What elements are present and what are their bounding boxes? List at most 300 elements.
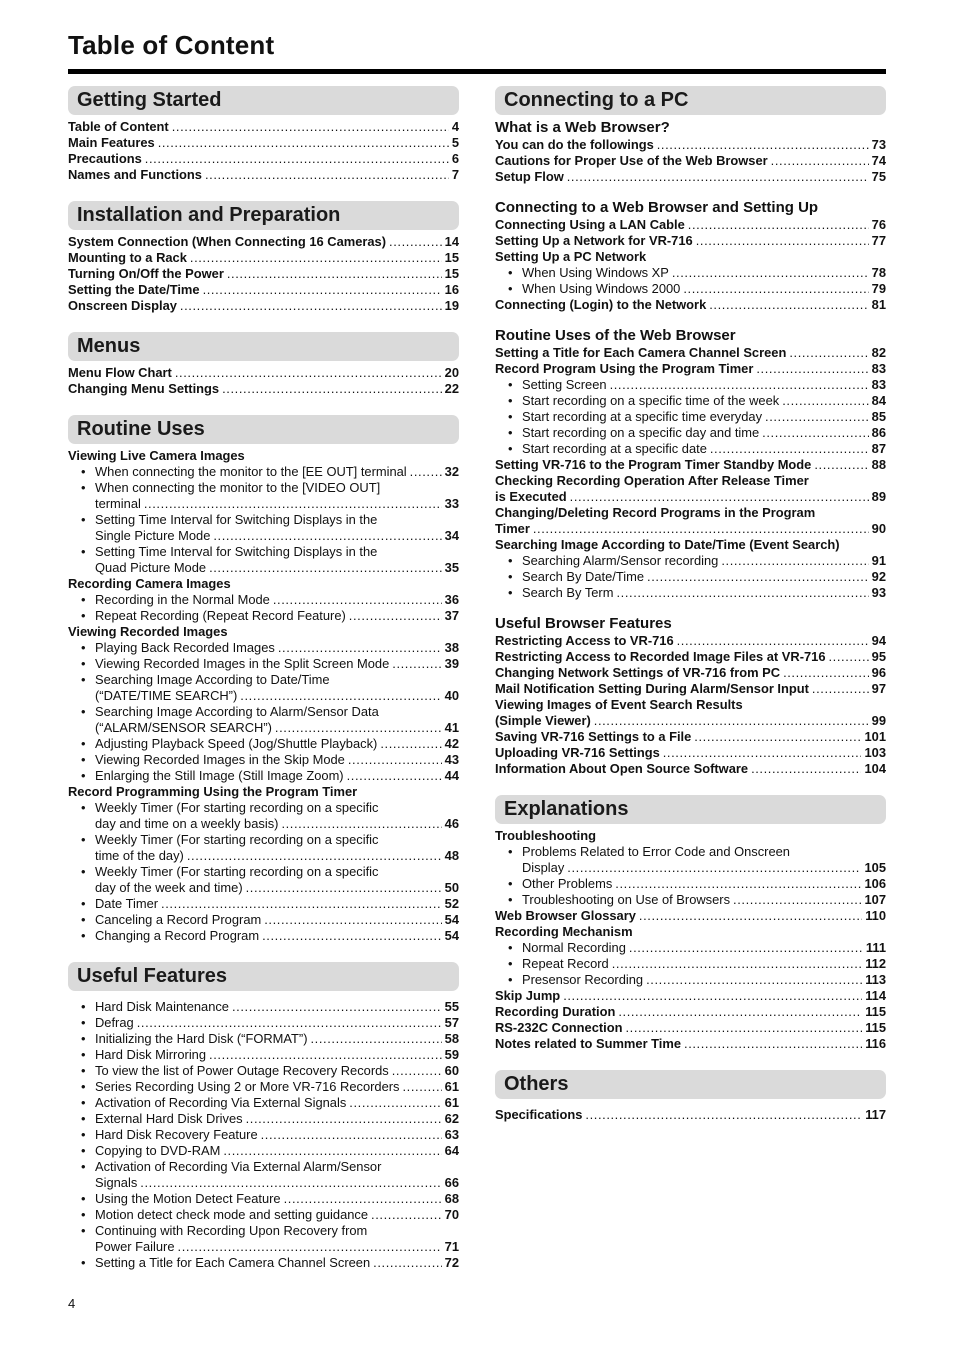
page-ref: 42 (444, 736, 459, 751)
toc-entry[interactable] (495, 908, 886, 924)
toc-entry[interactable] (495, 281, 886, 297)
toc-entry[interactable] (68, 768, 459, 784)
spacer (68, 397, 459, 415)
entry-label: • Viewing Recorded Images in the Skip Mode (81, 752, 345, 768)
page-ref: 89 (871, 489, 886, 504)
entry-label: • Activation of Recording Via External Signals (81, 1095, 346, 1111)
section-others (495, 1070, 886, 1123)
entry-label: • Setting Screen (508, 377, 607, 393)
toc-entry[interactable] (495, 217, 886, 233)
toc-entry[interactable] (495, 457, 886, 473)
page-ref: 88 (871, 457, 886, 472)
dot-leader (209, 1047, 442, 1063)
dot-leader (190, 250, 442, 266)
entry-label: Setting Up a Network for VR-716 (495, 233, 693, 248)
toc-entry[interactable] (68, 896, 459, 912)
page-ref: 7 (451, 167, 459, 182)
dot-leader (710, 441, 869, 457)
title-rule (68, 69, 886, 74)
page-ref: 113 (865, 972, 886, 987)
dot-leader (570, 489, 869, 505)
page-ref: 87 (871, 441, 886, 456)
toc-entry[interactable] (68, 1143, 459, 1159)
toc-entry[interactable] (495, 649, 886, 665)
page-ref: 58 (444, 1031, 459, 1046)
toc-entry[interactable] (495, 1036, 886, 1052)
entry-label: • Repeat Record (508, 956, 609, 972)
toc-entry[interactable] (495, 137, 886, 153)
toc-entry[interactable] (495, 361, 886, 377)
page-ref: 54 (444, 928, 459, 943)
entry-label: Restricting Access to Recorded Image Files at VR-716 (495, 649, 826, 664)
entry-label: • Troubleshooting on Use of Browsers (508, 892, 730, 908)
spacer (495, 601, 886, 615)
toc-entry[interactable] (495, 409, 886, 425)
dot-leader (688, 217, 869, 233)
toc-entry-line[interactable]: • Continuing with Recording Upon Recovery from (68, 1223, 459, 1239)
toc-entry[interactable] (68, 752, 459, 768)
entry-label: Mail Notification Setting During Alarm/Sensor Input (495, 681, 809, 696)
dot-leader (246, 1111, 442, 1127)
entry-label: Changing Network Settings of VR-716 from PC (495, 665, 781, 680)
toc-entry[interactable] (495, 441, 886, 457)
dot-leader (663, 745, 862, 761)
toc-entry[interactable] (68, 816, 459, 832)
dot-leader (222, 381, 442, 397)
entry-label: Turning On/Off the Power (68, 266, 224, 281)
dot-leader (812, 681, 869, 697)
toc-entry-line[interactable]: • Searching Image According to Date/Time (68, 672, 459, 688)
toc-entry-line[interactable]: • Problems Related to Error Code and Onscreen (495, 844, 886, 860)
entry-label: Setting VR-716 to the Program Timer Standby Mode (495, 457, 812, 472)
toc-entry[interactable] (68, 1239, 459, 1255)
page-ref: 61 (444, 1095, 459, 1110)
dot-leader (140, 1175, 441, 1191)
entry-label: time of the day) (95, 848, 184, 863)
page-ref: 39 (444, 656, 459, 671)
toc-entry-line[interactable]: • Setting Time Interval for Switching Displays in the (68, 512, 459, 528)
toc-entry[interactable] (68, 1111, 459, 1127)
dot-leader (349, 1095, 441, 1111)
page-ref: 104 (864, 761, 886, 776)
page-ref: 4 (451, 119, 459, 134)
toc-entry[interactable] (68, 928, 459, 944)
toc-entry[interactable] (68, 250, 459, 266)
subsection-title: Useful Browser Features (495, 615, 672, 632)
dot-leader (683, 281, 868, 297)
toc-entry[interactable] (68, 282, 459, 298)
page-ref: 37 (444, 608, 459, 623)
page-ref: 112 (865, 956, 886, 971)
page-ref: 99 (871, 713, 886, 728)
dot-leader (281, 816, 441, 832)
toc-entry-line[interactable]: • Weekly Timer (For starting recording on a specific (68, 832, 459, 848)
entry-label: • Adjusting Playback Speed (Jog/Shuttle Playback) (81, 736, 377, 752)
toc-entry[interactable] (495, 297, 886, 313)
toc-group: Recording Mechanism (495, 924, 633, 939)
dot-leader (275, 720, 442, 736)
page-ref: 96 (871, 665, 886, 680)
dot-leader (762, 425, 868, 441)
toc-entry[interactable] (495, 761, 886, 777)
toc-entry[interactable] (495, 585, 886, 601)
page-ref: 20 (444, 365, 459, 380)
dot-leader (264, 912, 441, 928)
page-ref: 14 (444, 234, 459, 249)
toc-entry[interactable] (68, 464, 459, 480)
entry-label: • Repeat Recording (Repeat Record Feature) (81, 608, 346, 624)
entry-label: Setup Flow (495, 169, 564, 184)
toc-entry[interactable] (68, 736, 459, 752)
entry-label: Cautions for Proper Use of the Web Browser (495, 153, 768, 168)
section-heading: Useful Features (68, 962, 459, 991)
toc-entry[interactable] (495, 633, 886, 649)
toc-entry[interactable] (495, 425, 886, 441)
dot-leader (684, 1036, 862, 1052)
toc-entry[interactable] (495, 521, 886, 537)
toc-entry[interactable] (68, 560, 459, 576)
toc-entry[interactable] (495, 713, 886, 729)
toc-entry-line[interactable]: • Weekly Timer (For starting recording on a specific (68, 800, 459, 816)
toc-entry[interactable] (495, 860, 886, 876)
entry-label: terminal (95, 496, 141, 511)
entry-label: Recording Duration (495, 1004, 616, 1019)
dot-leader (278, 640, 442, 656)
entry-label: • Start recording on a specific time of the week (508, 393, 779, 409)
spacer (68, 314, 459, 332)
toc-entry[interactable] (68, 912, 459, 928)
dot-leader (284, 1191, 442, 1207)
toc-group: Record Programming Using the Program Timer (68, 784, 358, 799)
page-ref: 75 (871, 169, 886, 184)
dot-leader (349, 608, 442, 624)
toc-entry[interactable] (68, 1127, 459, 1143)
page-ref: 77 (871, 233, 886, 248)
dot-leader (612, 956, 862, 972)
toc-entry[interactable] (495, 265, 886, 281)
dot-leader (262, 928, 442, 944)
entry-label: Web Browser Glossary (495, 908, 636, 923)
dot-leader (647, 569, 869, 585)
toc-entry[interactable] (495, 665, 886, 681)
dot-leader (585, 1107, 862, 1123)
entry-label: • When Using Windows 2000 (508, 281, 680, 297)
dot-leader (657, 137, 869, 153)
toc-entry[interactable] (495, 345, 886, 361)
page-ref: 94 (871, 633, 886, 648)
toc-entry[interactable] (495, 1020, 886, 1036)
toc-group: Recording Camera Images (68, 576, 231, 591)
toc-entry-line[interactable]: Viewing Images of Event Search Results (495, 697, 743, 712)
dot-leader (610, 377, 869, 393)
page-ref: 59 (444, 1047, 459, 1062)
dot-leader (246, 880, 442, 896)
dot-leader (145, 151, 449, 167)
toc-entry[interactable] (68, 848, 459, 864)
toc-entry[interactable] (495, 233, 886, 249)
dot-leader (213, 528, 441, 544)
dot-leader (677, 633, 869, 649)
toc-entry[interactable] (495, 681, 886, 697)
toc-entry[interactable] (495, 876, 886, 892)
entry-label: Timer (495, 521, 530, 536)
page-ref: 34 (444, 528, 459, 543)
dot-leader (187, 848, 442, 864)
toc-entry[interactable] (68, 592, 459, 608)
entry-label: • Presensor Recording (508, 972, 643, 988)
toc-entry[interactable] (68, 496, 459, 512)
toc-entry[interactable] (495, 1004, 886, 1020)
entry-label: Restricting Access to VR-716 (495, 633, 674, 648)
dot-leader (567, 860, 861, 876)
entry-label: • Viewing Recorded Images in the Split Screen Mode (81, 656, 389, 672)
entry-label: • When Using Windows XP (508, 265, 669, 281)
entry-label: (“ALARM/SENSOR SEARCH”) (95, 720, 272, 735)
page-ref: 41 (444, 720, 459, 735)
page-ref: 81 (871, 297, 886, 312)
toc-entry[interactable] (68, 720, 459, 736)
dot-leader (209, 560, 442, 576)
entry-label: is Executed (495, 489, 567, 504)
entry-label: • Date Timer (81, 896, 158, 912)
dot-leader (533, 521, 869, 537)
toc-entry[interactable] (495, 940, 886, 956)
dot-leader (829, 649, 869, 665)
toc-entry-line[interactable]: • Weekly Timer (For starting recording on a specific (68, 864, 459, 880)
toc-entry[interactable] (495, 892, 886, 908)
dot-leader (709, 297, 868, 313)
section-useful-features (68, 962, 459, 1271)
entry-label: Single Picture Mode (95, 528, 211, 543)
entry-label: • Series Recording Using 2 or More VR-716 Recorders (81, 1079, 400, 1095)
page-ref: 15 (444, 266, 459, 281)
toc-entry[interactable] (68, 608, 459, 624)
page-ref: 15 (444, 250, 459, 265)
dot-leader (639, 908, 862, 924)
dot-leader (618, 1004, 862, 1020)
dot-leader (751, 761, 861, 777)
toc-entry[interactable] (68, 1095, 459, 1111)
entry-label: day and time on a weekly basis) (95, 816, 279, 831)
page-ref: 35 (444, 560, 459, 575)
entry-label: • Motion detect check mode and setting guidance (81, 1207, 368, 1223)
toc-entry[interactable] (495, 489, 886, 505)
entry-label: • Defrag (81, 1015, 134, 1031)
page-ref: 36 (444, 592, 459, 607)
spacer (68, 183, 459, 201)
page-ref: 33 (444, 496, 459, 511)
dot-leader (616, 585, 868, 601)
entry-label: Connecting Using a LAN Cable (495, 217, 685, 232)
toc-entry[interactable] (68, 1255, 459, 1271)
dot-leader (814, 457, 868, 473)
dot-leader (410, 464, 442, 480)
toc-entry[interactable] (68, 656, 459, 672)
page-ref: 52 (444, 896, 459, 911)
section-heading: Getting Started (68, 86, 459, 115)
section-heading: Installation and Preparation (68, 201, 459, 230)
toc-entry-line[interactable]: • Activation of Recording Via External Alarm/Sensor (68, 1159, 459, 1175)
toc-entry[interactable] (68, 381, 459, 397)
entry-label: • Initializing the Hard Disk (“FORMAT”) (81, 1031, 308, 1047)
dot-leader (178, 1239, 442, 1255)
toc-entry[interactable] (68, 1063, 459, 1079)
page-ref: 93 (871, 585, 886, 600)
toc-entry[interactable] (495, 1107, 886, 1123)
toc-entry[interactable] (68, 999, 459, 1015)
page-number: 4 (68, 1296, 76, 1311)
spacer (495, 1052, 886, 1070)
toc-entry[interactable] (495, 729, 886, 745)
toc-entry[interactable] (495, 377, 886, 393)
toc-entry[interactable] (68, 119, 459, 135)
page-ref: 110 (865, 908, 886, 923)
page-ref: 111 (865, 940, 886, 955)
entry-label: Precautions (68, 151, 142, 166)
entry-label: • External Hard Disk Drives (81, 1111, 243, 1127)
dot-leader (733, 892, 861, 908)
entry-label: Record Program Using the Program Timer (495, 361, 754, 376)
toc-entry[interactable] (495, 553, 886, 569)
entry-label: • Using the Motion Detect Feature (81, 1191, 281, 1207)
entry-label: • Hard Disk Mirroring (81, 1047, 206, 1063)
subsection-title: What is a Web Browser? (495, 119, 670, 136)
page-ref: 82 (871, 345, 886, 360)
toc-entry[interactable] (68, 880, 459, 896)
entry-label: Setting the Date/Time (68, 282, 200, 297)
dot-leader (392, 656, 441, 672)
spacer (495, 313, 886, 327)
toc-entry[interactable] (495, 745, 886, 761)
toc-entry[interactable] (68, 365, 459, 381)
section-connecting-to-pc (495, 86, 886, 777)
toc-entry-line[interactable]: Checking Recording Operation After Release Timer (495, 473, 809, 488)
page-ref: 83 (871, 361, 886, 376)
page-ref: 91 (871, 553, 886, 568)
entry-label: Signals (95, 1175, 138, 1190)
page-ref: 73 (871, 137, 886, 152)
page-ref: 105 (864, 860, 886, 875)
section-heading: Routine Uses (68, 415, 459, 444)
page-ref: 78 (871, 265, 886, 280)
page-ref: 115 (865, 1004, 886, 1019)
toc-entry[interactable] (68, 1191, 459, 1207)
entry-label: Connecting (Login) to the Network (495, 297, 707, 312)
toc-entry[interactable] (495, 393, 886, 409)
dot-leader (392, 1063, 442, 1079)
dot-leader (240, 688, 441, 704)
toc-entry[interactable] (68, 234, 459, 250)
toc-entry[interactable] (68, 640, 459, 656)
page-ref: 84 (871, 393, 886, 408)
entry-label: Specifications (495, 1107, 583, 1122)
section-heading: Menus (68, 332, 459, 361)
toc-entry[interactable] (68, 1175, 459, 1191)
dot-leader (629, 940, 863, 956)
entry-label: • Other Problems (508, 876, 612, 892)
page-ref: 68 (444, 1191, 459, 1206)
entry-label: • When connecting the monitor to the [EE OUT] terminal (81, 464, 407, 480)
page-ref: 55 (444, 999, 459, 1014)
page-ref: 92 (871, 569, 886, 584)
toc-entry-line[interactable]: • Setting Time Interval for Switching Displays in the (68, 544, 459, 560)
subsection-title: Connecting to a Web Browser and Setting Up (495, 199, 819, 216)
section-explanations (495, 795, 886, 1052)
toc-entry[interactable] (495, 956, 886, 972)
toc-group: Viewing Live Camera Images (68, 448, 245, 463)
page-ref: 85 (871, 409, 886, 424)
entry-label: Main Features (68, 135, 155, 150)
toc-entry[interactable] (68, 151, 459, 167)
toc-entry[interactable] (68, 1015, 459, 1031)
entry-label: • Search By Date/Time (508, 569, 644, 585)
dot-leader (615, 876, 861, 892)
toc-entry[interactable] (495, 569, 886, 585)
entry-label: Notes related to Summer Time (495, 1036, 682, 1051)
dot-leader (232, 999, 442, 1015)
toc-entry-line[interactable]: Changing/Deleting Record Programs in the Program (495, 505, 816, 520)
dot-leader (348, 752, 442, 768)
toc-entry[interactable] (68, 135, 459, 151)
page-ref: 86 (871, 425, 886, 440)
toc-entry[interactable] (68, 1031, 459, 1047)
entry-label: • Searching Alarm/Sensor recording (508, 553, 718, 569)
page-ref: 38 (444, 640, 459, 655)
page-ref: 79 (871, 281, 886, 296)
toc-group: Viewing Recorded Images (68, 624, 228, 639)
page-ref: 43 (444, 752, 459, 767)
page-ref: 60 (444, 1063, 459, 1078)
dot-leader (380, 736, 441, 752)
toc-entry[interactable] (68, 1047, 459, 1063)
page-ref: 44 (444, 768, 459, 783)
page-ref: 22 (444, 381, 459, 396)
dot-leader (721, 553, 868, 569)
page-title: Table of Content (68, 30, 275, 60)
toc-entry-line[interactable]: • When connecting the monitor to the [VIDEO OUT] (68, 480, 459, 496)
toc-group: Setting Up a PC Network (495, 249, 647, 264)
dot-leader (672, 265, 869, 281)
toc-entry[interactable] (68, 688, 459, 704)
toc-entry[interactable] (68, 1207, 459, 1223)
page-ref: 71 (444, 1239, 459, 1254)
entry-label: • Setting a Title for Each Camera Channel Screen (81, 1255, 370, 1271)
dot-leader (567, 169, 869, 185)
toc-entry[interactable] (495, 988, 886, 1004)
entry-label: • Recording in the Normal Mode (81, 592, 270, 608)
toc-entry[interactable] (68, 1079, 459, 1095)
toc-entry[interactable] (68, 266, 459, 282)
toc-entry-line[interactable]: • Searching Image According to Alarm/Sensor Data (68, 704, 459, 720)
toc-entry[interactable] (68, 167, 459, 183)
toc-entry[interactable] (495, 153, 886, 169)
dot-leader (180, 298, 442, 314)
dot-leader (158, 135, 449, 151)
page-ref: 97 (871, 681, 886, 696)
toc-entry[interactable] (68, 528, 459, 544)
dot-leader (205, 167, 449, 183)
toc-entry[interactable] (495, 972, 886, 988)
toc-entry[interactable] (68, 298, 459, 314)
entry-label: (Simple Viewer) (495, 713, 591, 728)
dot-leader (694, 729, 861, 745)
page-ref: 76 (871, 217, 886, 232)
dot-leader (626, 1020, 863, 1036)
page-ref: 95 (871, 649, 886, 664)
toc-entry[interactable] (495, 169, 886, 185)
entry-label: Information About Open Source Software (495, 761, 749, 776)
dot-leader (175, 365, 442, 381)
